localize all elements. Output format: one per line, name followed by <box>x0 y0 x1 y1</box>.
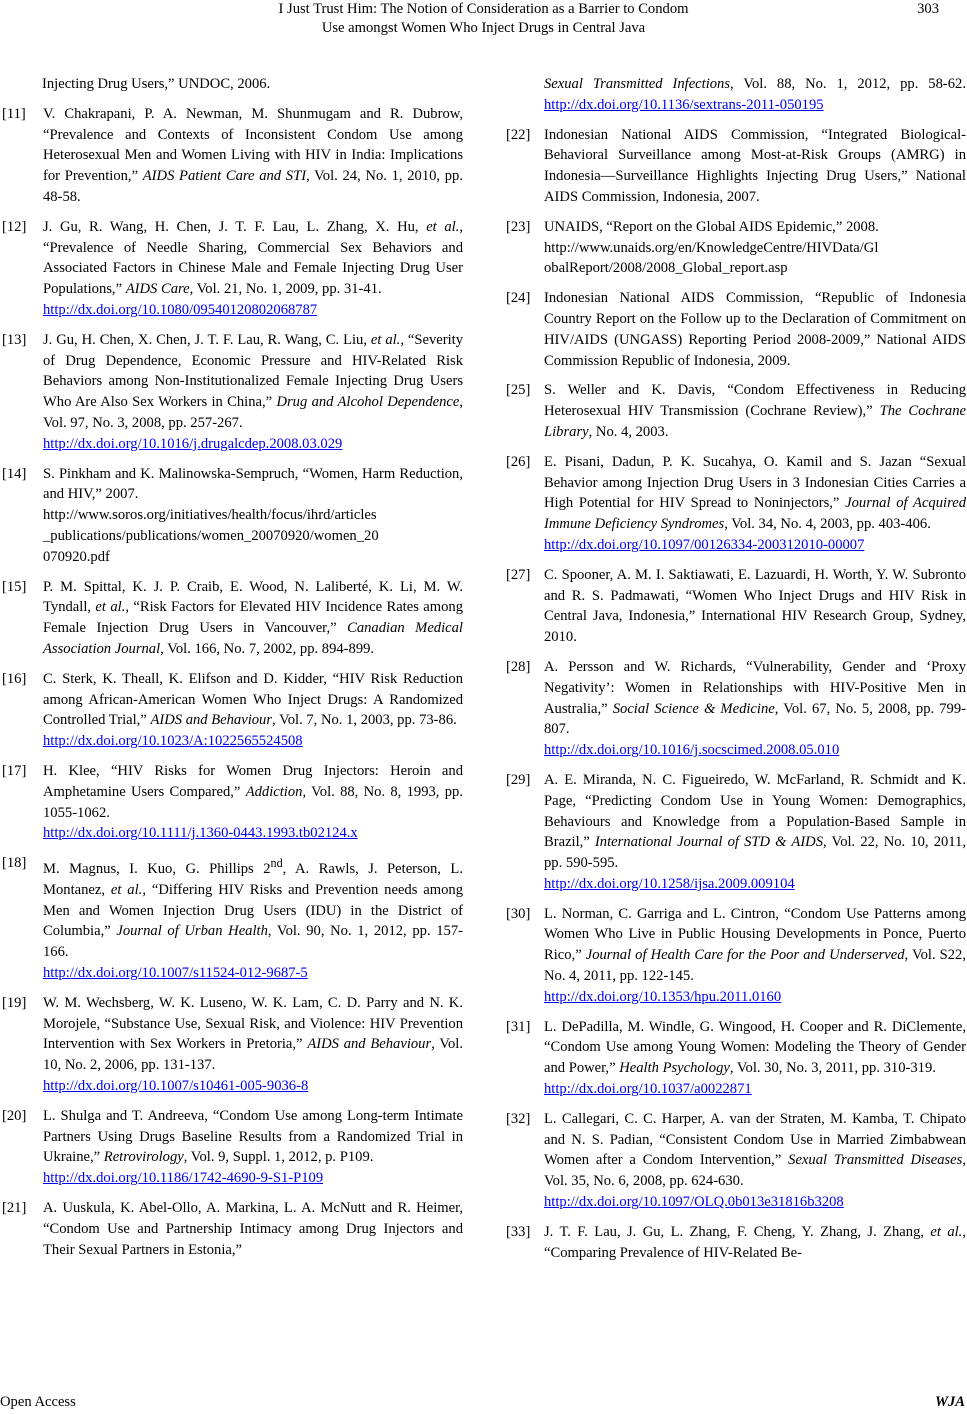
reference-number: [33] <box>506 1223 531 1240</box>
journal-name: AIDS Patient Care and STI <box>142 168 307 185</box>
reference-details: , Vol. 22, No. 10, 2011, pp. 590-595. <box>544 834 966 872</box>
journal-abbrev: WJA <box>934 1394 965 1410</box>
reference-number: [31] <box>506 1018 531 1035</box>
reference-details: , Vol. 7, No. 1, 2003, pp. 73-86. <box>272 712 457 729</box>
journal-name: AIDS and Behaviour <box>150 712 273 729</box>
reference-number: [28] <box>506 658 531 675</box>
reference-text <box>43 856 463 984</box>
reference-number: [13] <box>2 331 27 348</box>
reference-authors: L. Norman, C. Garriga and L. Cintron, “Condom Use Patterns among Women Who Live in Public Housing Developments in Ponce, Puerto Rico,” <box>544 905 966 964</box>
et-al: et al. <box>930 1223 963 1240</box>
reference-number: [30] <box>506 905 531 922</box>
reference-authors: J. Gu, R. Wang, H. Chen, J. T. F. Lau, L. Zhang, X. Hu, <box>43 218 427 235</box>
reference-item <box>506 125 966 208</box>
reference-details: , No. 4, 2003. <box>588 423 669 440</box>
reference-text <box>43 466 463 568</box>
journal-name: Addiction <box>245 783 303 800</box>
page-number: 303 <box>917 1 939 17</box>
running-title <box>0 0 967 38</box>
ordinal-suffix: nd <box>270 856 283 871</box>
reference-authors: C. Spooner, A. M. I. Saktiawati, E. Lazuardi, H. Worth, Y. W. Subronto and R. S. Padmawati, “Women Who Inject Drugs and HIV Risk in Central Java, Indonesia,” International HIV Research Group, Sydney, 2010. <box>544 566 966 646</box>
reference-details: , Vol. 35, No. 6, 2008, pp. 624-630. <box>544 1152 966 1190</box>
url-line: http://www.soros.org/initiatives/health/focus/ihrd/articles <box>43 507 377 524</box>
reference-text <box>43 219 463 321</box>
running-title-line-1: I Just Trust Him: The Notion of Consideration as a Barrier to Condom <box>278 1 689 17</box>
journal-name: Canadian Medical Association Journal <box>43 620 463 657</box>
reference-number: [24] <box>506 290 531 307</box>
reference-text <box>43 579 463 657</box>
reference-number: [14] <box>2 465 27 482</box>
reference-item <box>506 452 966 556</box>
reference-text <box>544 659 966 761</box>
journal-name: Journal of Acquired Immune Deficiency Syndromes <box>544 495 966 533</box>
reference-item <box>506 904 966 1008</box>
reference-item <box>0 761 463 844</box>
reference-text <box>544 1224 966 1261</box>
running-header <box>0 0 967 40</box>
journal-name: The Cochrane Library <box>544 403 966 440</box>
reference-authors: A. E. Miranda, N. C. Figueiredo, W. McFarland, R. Schmidt and K. Page, “Predicting Condom Use in Young Women: Demographics, Behaviours and Knowledge from a Population-Based Sample in Brazil,” <box>544 771 966 851</box>
reference-authors: J. T. F. Lau, J. Gu, L. Zhang, F. Cheng, Y. Zhang, J. Zhang, <box>544 1223 931 1240</box>
reference-authors: W. M. Wechsberg, W. K. Luseno, W. K. Lam, C. D. Parry and N. K. Morojele, “Substance Use, Sexual Risk, and Violence: HIV Prevention Intervention with Sex Workers in Pretoria,” <box>43 994 463 1053</box>
reference-text <box>43 106 463 205</box>
running-title-line-2: Use amongst Women Who Inject Drugs in Central Java <box>321 20 646 36</box>
journal-name: Sexual Transmitted Diseases <box>788 1152 963 1169</box>
reference-details: , Vol. 21, No. 1, 2009, pp. 31-41. <box>189 281 382 298</box>
reference-item <box>0 1198 463 1260</box>
page-footer <box>0 1394 967 1414</box>
reference-number: [11] <box>2 105 26 122</box>
reference-text <box>43 1200 463 1258</box>
reference-text <box>544 127 966 205</box>
reference-item <box>506 770 966 895</box>
reference-authors: Indonesian National AIDS Commission, “Republic of Indonesia Country Report on the Follow up to the Declaration of Commitment on HIV/AIDS (UNGASS) Reporting Period 2008-2009,” National AIDS Commission Republic of Indonesia, 2009. <box>544 290 966 369</box>
reference-item <box>0 669 463 752</box>
reference-continuation <box>506 74 966 116</box>
reference-text <box>544 219 966 279</box>
reference-item <box>506 1222 966 1264</box>
doi-link[interactable]: http://dx.doi.org/10.1080/09540120802068787 <box>43 301 318 318</box>
doi-link[interactable]: http://dx.doi.org/10.1016/j.socscimed.2008.05.010 <box>544 742 840 759</box>
journal-name: Retrovirology <box>103 1149 184 1166</box>
reference-authors: A. Uuskula, K. Abel-Ollo, A. Markina, L. A. McNutt and R. Heimer, “Condom Use and Partnership Intimacy among Drug Injectors and Their Sexual Partners in Estonia,” <box>43 1199 463 1258</box>
reference-item <box>506 657 966 761</box>
reference-item <box>506 1109 966 1213</box>
journal-name: Health Psychology <box>619 1060 730 1077</box>
doi-link[interactable]: http://dx.doi.org/10.1007/s10461-005-9036-8 <box>43 1077 309 1094</box>
doi-link[interactable]: http://dx.doi.org/10.1023/A:1022565524508 <box>43 733 303 750</box>
reference-number: [17] <box>2 762 27 779</box>
doi-link[interactable]: http://dx.doi.org/10.1016/j.drugalcdep.2008.03.029 <box>43 435 343 452</box>
reference-text <box>544 290 966 368</box>
reference-authors: V. Chakrapani, P. A. Newman, M. Shunmugam and R. Dubrow, “Prevalence and Contexts of Inconsistent Condom Use among Heterosexual Men and Women Living with HIV in India: Implications for Prevention,” <box>43 105 463 185</box>
reference-item <box>0 217 463 321</box>
reference-continuation: Injecting Drug Users,” UNDOC, 2006. <box>42 76 271 92</box>
reference-details: , Vol. 34, No. 4, 2003, pp. 403-406. <box>724 516 931 533</box>
et-al: et al. <box>95 599 126 616</box>
doi-link[interactable]: http://dx.doi.org/10.1136/sextrans-2011-050195 <box>544 96 824 113</box>
reference-title: , “Comparing Prevalence of HIV-Related Be- <box>544 1223 966 1261</box>
reference-item <box>506 217 966 279</box>
reference-title: , “Severity of Drug Dependence, Economic Pressure and HIV-Related Risk Behaviors among Non-Institutionalized Female Injecting Drug Users Who Are Also Sex Workers in China,” <box>43 331 463 411</box>
reference-authors: L. Callegari, C. C. Harper, A. van der Straten, M. Kamba, T. Chipato and N. S. Padian, “Consistent Condom Use in Married Zimbabwean Women after a Condom Intervention,” <box>544 1110 966 1169</box>
reference-item <box>506 565 966 648</box>
reference-text <box>544 567 966 645</box>
doi-link[interactable]: http://dx.doi.org/10.1007/s11524-012-9687-5 <box>43 964 308 981</box>
references-left-column <box>0 74 463 1269</box>
reference-title: , “Risk Factors for Elevated HIV Incidence Rates among Female Injection Drug Users in Vancouver,” <box>43 599 463 637</box>
reference-authors: S. Weller and K. Davis, “Condom Effectiveness in Reducing Heterosexual HIV Transmission (Cochrane Review),” <box>544 382 966 420</box>
reference-item <box>506 288 966 371</box>
url-line: _publications/publications/women_20070920/women_20 <box>43 527 379 544</box>
reference-authors: S. Pinkham and K. Malinowska-Sempruch, “Women, Harm Reduction, and HIV,” 2007. <box>43 465 463 503</box>
reference-item <box>0 330 463 455</box>
reference-authors: Indonesian National AIDS Commission, “Integrated Biological-Behavioral Surveillance among Most-at-Risk Groups (AMRG) in Indonesia—Surveillance Highlights Injecting Drug Users,” National AIDS Commission, Indonesia, 2007. <box>544 126 966 205</box>
journal-name: Drug and Alcohol Dependence <box>276 394 460 411</box>
reference-text <box>43 332 463 455</box>
reference-number: [29] <box>506 771 531 788</box>
reference-number: [19] <box>2 994 27 1011</box>
reference-text <box>544 382 966 440</box>
reference-item <box>0 1106 463 1189</box>
journal-name: Journal of Health Care for the Poor and Underserved <box>585 947 905 964</box>
reference-number: [23] <box>506 218 531 235</box>
reference-item <box>506 1017 966 1100</box>
reference-item <box>0 993 463 1097</box>
reference-authors: , A. Rawls, J. Peterson, L. Montanez, <box>43 860 463 898</box>
references-right-column <box>506 74 966 1272</box>
url-line: 070920.pdf <box>43 548 110 565</box>
reference-details: , Vol. 88, No. 8, 1993, pp. 1055-1062. <box>43 783 463 821</box>
doi-link[interactable]: http://dx.doi.org/10.1097/00126334-200312010-00007 <box>544 536 865 553</box>
reference-item <box>0 853 463 984</box>
reference-item <box>0 464 463 568</box>
journal-name: Sexual Transmitted Infections <box>544 76 731 92</box>
reference-details: , Vol. 166, No. 7, 2002, pp. 894-899. <box>160 640 375 657</box>
reference-number: [22] <box>506 126 531 143</box>
reference-authors: E. Pisani, Dadun, P. K. Sucahya, O. Kamil and S. Jazan “Sexual Behavior among Injection Drug Users in 3 Indonesian Cities Carries a High Potential for HIV Spread to Noninjectors,” <box>544 453 966 512</box>
reference-title: , “Prevalence of Needle Sharing, Commercial Sex Behaviors and Associated Factors in Chinese Male and Female Injecting Drug User Populations,” <box>43 218 463 298</box>
doi-link[interactable]: http://dx.doi.org/10.1186/1742-4690-9-S1-P109 <box>43 1170 324 1187</box>
reference-number: [32] <box>506 1110 531 1127</box>
doi-link[interactable]: http://dx.doi.org/10.1258/ijsa.2009.009104 <box>544 875 795 892</box>
reference-item <box>0 104 463 208</box>
reference-text <box>43 995 463 1097</box>
reference-authors: J. Gu, H. Chen, X. Chen, J. T. F. Lau, R. Wang, C. Liu, <box>43 331 371 348</box>
reference-text <box>544 454 966 556</box>
reference-details: , Vol. 30, No. 3, 2011, pp. 310-319. <box>729 1060 936 1077</box>
journal-name: Social Science & Medicine <box>612 700 775 717</box>
journal-name: International Journal of STD & AIDS <box>594 834 824 851</box>
reference-number: [26] <box>506 453 531 470</box>
reference-text <box>544 772 966 895</box>
reference-number: [16] <box>2 670 27 687</box>
reference-authors: P. M. Spittal, K. J. P. Craib, E. Wood, N. Laliberté, K. Li, M. W. Tyndall, <box>43 578 463 616</box>
reference-text <box>43 763 463 844</box>
reference-text <box>544 1019 966 1100</box>
reference-authors: H. Klee, “HIV Risks for Women Drug Injectors: Heroin and Amphetamine Users Compared,” <box>43 762 463 800</box>
doi-link[interactable]: http://dx.doi.org/10.1097/OLQ.0b013e31816b3208 <box>544 1194 844 1211</box>
reference-number: [20] <box>2 1107 27 1124</box>
et-al: et al. <box>110 881 143 898</box>
reference-authors: L. Shulga and T. Andreeva, “Condom Use among Long-term Intimate Partners Using Drugs Baseline Results from a Randomized Trial in Ukraine,” <box>43 1107 463 1166</box>
reference-text <box>544 1111 966 1213</box>
reference-number: [25] <box>506 382 531 399</box>
reference-number: [12] <box>2 218 27 235</box>
reference-number: [27] <box>506 566 531 583</box>
reference-item <box>0 577 463 660</box>
reference-details: , Vol. 10, No. 2, 2006, pp. 131-137. <box>43 1036 463 1074</box>
et-al: et al. <box>370 331 401 348</box>
reference-details: , Vol. 97, No. 3, 2008, pp. 257-267. <box>43 394 463 431</box>
reference-details: , Vol. 24, No. 1, 2010, pp. 48-58. <box>43 168 463 205</box>
reference-authors: M. Magnus, I. Kuo, G. Phillips 2 <box>43 860 271 877</box>
reference-number: [21] <box>2 1199 27 1216</box>
reference-item <box>506 380 966 442</box>
reference-text <box>43 671 463 752</box>
reference-authors: A. Persson and W. Richards, “Vulnerability, Gender and ‘Proxy Negativity’: Women in Relationships with HIV-Positive Men in Australia,” <box>544 658 966 717</box>
et-al: et al. <box>426 218 460 235</box>
reference-details: , Vol. 88, No. 1, 2012, pp. 58-62. <box>730 76 966 92</box>
journal-name: AIDS Care <box>125 281 190 298</box>
reference-authors: C. Sterk, K. Theall, K. Elifson and D. Kidder, “HIV Risk Reduction among African-American Women Who Inject Drugs: A Randomized Controlled Trial,” <box>43 670 463 729</box>
reference-details: , Vol. S22, No. 4, 2011, pp. 122-145. <box>544 947 966 985</box>
url-line: http://www.unaids.org/en/KnowledgeCentre/HIVData/Gl <box>544 239 879 256</box>
url-line: obalReport/2008/2008_Global_report.asp <box>544 260 788 277</box>
reference-number: [15] <box>2 578 27 595</box>
reference-details: , Vol. 9, Suppl. 1, 2012, p. P109. <box>183 1149 374 1166</box>
doi-link[interactable]: http://dx.doi.org/10.1111/j.1360-0443.1993.tb02124.x <box>43 825 358 842</box>
reference-title: , “Differing HIV Risks and Prevention needs among Men and Women Injection Drug Users (IDU) in the District of Columbia,” <box>43 881 463 940</box>
doi-link[interactable]: http://dx.doi.org/10.1037/a0022871 <box>544 1081 752 1098</box>
reference-text <box>43 1108 463 1189</box>
reference-details: , Vol. 67, No. 5, 2008, pp. 799-807. <box>544 700 966 738</box>
open-access-label: Open Access <box>0 1394 76 1410</box>
journal-name: AIDS and Behaviour <box>307 1036 432 1053</box>
journal-name: Journal of Urban Health <box>116 923 268 940</box>
reference-authors: UNAIDS, “Report on the Global AIDS Epidemic,” 2008. <box>544 218 879 235</box>
reference-details: , Vol. 90, No. 1, 2012, pp. 157-166. <box>43 923 463 961</box>
reference-text <box>544 906 966 1008</box>
reference-number: [18] <box>2 855 27 872</box>
reference-authors: L. DePadilla, M. Windle, G. Wingood, H. Cooper and R. DiClemente, “Condom Use among Young Women: Modeling the Theory of Gender and Power,” <box>544 1018 966 1077</box>
doi-link[interactable]: http://dx.doi.org/10.1353/hpu.2011.0160 <box>544 988 782 1005</box>
